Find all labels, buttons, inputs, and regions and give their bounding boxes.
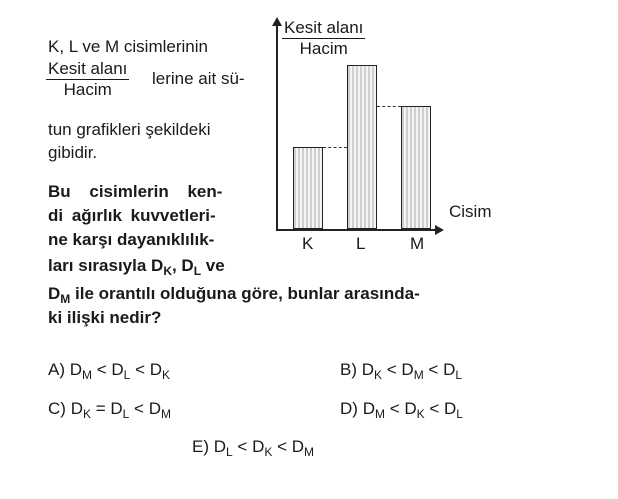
bar-l [347, 65, 377, 229]
option-b-s3: L [455, 368, 463, 382]
option-d-p1: D [362, 399, 375, 418]
option-a-s3: K [162, 368, 171, 382]
bar-k [293, 147, 323, 229]
guide-line [377, 106, 401, 107]
option-d-p2: D [404, 399, 417, 418]
option-b-p1: D [361, 360, 375, 379]
option-d-s1: M [374, 407, 385, 421]
x-tick-l: L [356, 234, 366, 253]
option-e[interactable] [192, 437, 314, 457]
option-e-label: E) [192, 437, 209, 456]
question-bold-2: di ağırlık kuvvetleri- [48, 206, 216, 225]
option-b-label: B) [340, 360, 357, 379]
option-d-expr [362, 399, 463, 421]
option-d-op2: < [424, 399, 445, 418]
y-label-denominator: Hacim [299, 39, 348, 58]
option-a-p2: D [111, 360, 124, 379]
question-line-2-tail: lerine ait sü- [152, 69, 245, 88]
option-b[interactable] [340, 360, 462, 380]
option-c-s1: K [82, 407, 91, 421]
fraction-numerator: Kesit alanı [48, 59, 128, 78]
question-bold-5 [48, 284, 420, 304]
x-tick-m: M [410, 234, 425, 253]
option-a-label: A) [48, 360, 65, 379]
option-b-s2: M [413, 368, 424, 382]
option-b-op1: < [382, 360, 402, 379]
option-c-op2: < [129, 399, 149, 418]
option-d-s3: L [456, 407, 463, 421]
option-d-p3: D [444, 399, 457, 418]
y-axis-label [282, 18, 365, 59]
option-a-expr [69, 360, 171, 382]
option-e-s3: M [304, 445, 315, 459]
x-axis [276, 229, 436, 231]
question-bold-3: ne karşı dayanıklılık- [48, 230, 215, 249]
option-b-op2: < [423, 360, 444, 379]
question-line-1: K, L ve M cisimlerinin [48, 37, 208, 56]
y-label-numerator: Kesit alanı [284, 18, 364, 37]
bold4-mid1: , D [171, 256, 194, 275]
option-a[interactable] [48, 360, 170, 380]
option-c[interactable] [48, 399, 171, 419]
option-b-p3: D [443, 360, 456, 379]
option-e-s1: L [226, 445, 233, 459]
option-a-p1: D [69, 360, 83, 379]
fraction-denominator: Hacim [63, 80, 112, 99]
guide-line [323, 147, 347, 148]
bold5-pre: D [48, 284, 61, 303]
question-line-3: tun grafikleri şekildeki [48, 120, 211, 139]
option-c-p2: D [110, 399, 123, 418]
question-bold-6: ki ilişki nedir? [48, 308, 162, 327]
option-c-p3: D [148, 399, 161, 418]
question-bold-4 [48, 256, 225, 276]
option-e-op2: < [272, 437, 292, 456]
option-c-s2: L [122, 407, 130, 421]
option-e-expr [213, 437, 315, 459]
question-fraction [46, 59, 129, 100]
y-axis [276, 24, 278, 230]
option-c-expr [70, 399, 171, 421]
option-e-p3: D [291, 437, 305, 456]
question-line-4: gibidir. [48, 143, 98, 162]
option-b-p2: D [401, 360, 414, 379]
x-axis-label: Cisim [449, 202, 492, 221]
question-bold-1: Bu cisimlerin ken- [48, 182, 223, 201]
option-e-s2: K [264, 445, 273, 459]
option-c-op1: = [90, 399, 111, 418]
option-d-s2: K [416, 407, 425, 421]
x-axis-arrow [435, 225, 444, 235]
bold4-mid2: ve [201, 256, 225, 275]
bar-m [401, 106, 431, 229]
option-a-op2: < [130, 360, 150, 379]
option-b-expr [361, 360, 463, 382]
bold4-pre: ları sırasıyla D [48, 256, 164, 275]
bold4-sub1: K [163, 264, 172, 278]
option-d-label: D) [340, 399, 358, 418]
bold5-sub: M [60, 292, 71, 306]
option-e-p1: D [213, 437, 227, 456]
option-a-op1: < [92, 360, 112, 379]
option-d-op1: < [384, 399, 405, 418]
option-c-label: C) [48, 399, 66, 418]
bold4-sub2: L [193, 264, 202, 278]
option-b-s1: K [374, 368, 383, 382]
option-e-op1: < [232, 437, 253, 456]
option-a-p3: D [149, 360, 163, 379]
y-axis-arrow [272, 17, 282, 26]
option-e-p2: D [252, 437, 265, 456]
option-a-s2: L [123, 368, 131, 382]
option-c-p1: D [70, 399, 83, 418]
option-c-s3: M [160, 407, 171, 421]
bold5-tail: ile orantılı olduğuna göre, bunlar arasında- [70, 284, 420, 303]
option-d[interactable] [340, 399, 463, 419]
option-a-s1: M [82, 368, 93, 382]
x-tick-k: K [302, 234, 314, 253]
